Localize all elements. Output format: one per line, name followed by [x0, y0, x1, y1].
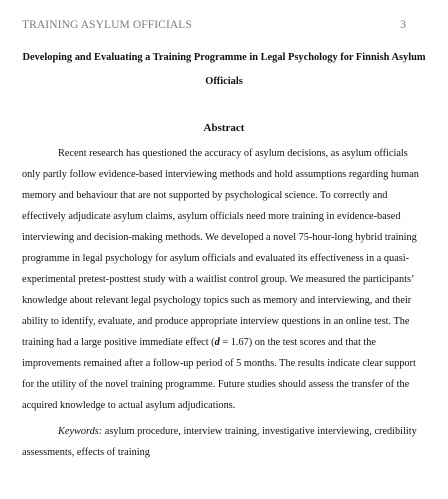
- abstract-line: knowledge about relevant legal psychology topics such as memory and interviewing, and their: [22, 295, 412, 306]
- abstract-line: acquired knowledge to actual asylum adjudications.: [22, 400, 236, 411]
- keywords-text: asylum procedure, interview training, investigative interviewing, credibility: [102, 426, 417, 437]
- effect-text-before: training had a large positive immediate effect (: [22, 337, 215, 348]
- abstract-line: interviewing and decision-making methods. We developed a novel 75-hour-long hybrid training: [22, 232, 417, 243]
- paper-title-line-2: Officials: [205, 76, 243, 87]
- abstract-line: effectively adjudicate asylum claims, asylum officials need more training in evidence-based: [22, 211, 401, 222]
- abstract-line: experimental pretest-posttest study with a waitlist control group. We measured the participants’: [22, 274, 415, 285]
- keywords-line-2: assessments, effects of training: [22, 447, 150, 458]
- abstract-line: for the utility of the novel training programme. Future studies should assess the transfer of the: [22, 379, 410, 390]
- abstract-line: only partly follow evidence-based interviewing methods and hold assumptions regarding human: [22, 169, 419, 180]
- abstract-line: improvements remained after a follow-up period of 5 months. The results indicate clear support: [22, 358, 416, 369]
- effect-text-after: = 1.67) on the test scores and that the: [219, 337, 376, 348]
- abstract-line: programme in legal psychology for asylum officials and evaluated its effectiveness in a quasi-: [22, 253, 410, 264]
- keywords-line-1: [58, 426, 417, 437]
- abstract-heading: Abstract: [203, 122, 245, 134]
- paper-title-line-1: Developing and Evaluating a Training Programme in Legal Psychology for Finnish Asylum: [22, 52, 426, 63]
- page-number: 3: [400, 19, 406, 31]
- abstract-line: memory and behaviour that are not supported by psychological science. To correctly and: [22, 190, 388, 201]
- running-head: TRAINING ASYLUM OFFICIALS: [22, 19, 192, 31]
- effect-size-variable: d: [214, 337, 220, 348]
- abstract-line: Recent research has questioned the accuracy of asylum decisions, as asylum officials: [58, 148, 408, 159]
- abstract-line-effect-size: [22, 337, 376, 348]
- abstract-line: ability to identify, evaluate, and produce appropriate interview questions in an online test. The: [22, 316, 410, 327]
- keywords-label: Keywords:: [58, 426, 103, 437]
